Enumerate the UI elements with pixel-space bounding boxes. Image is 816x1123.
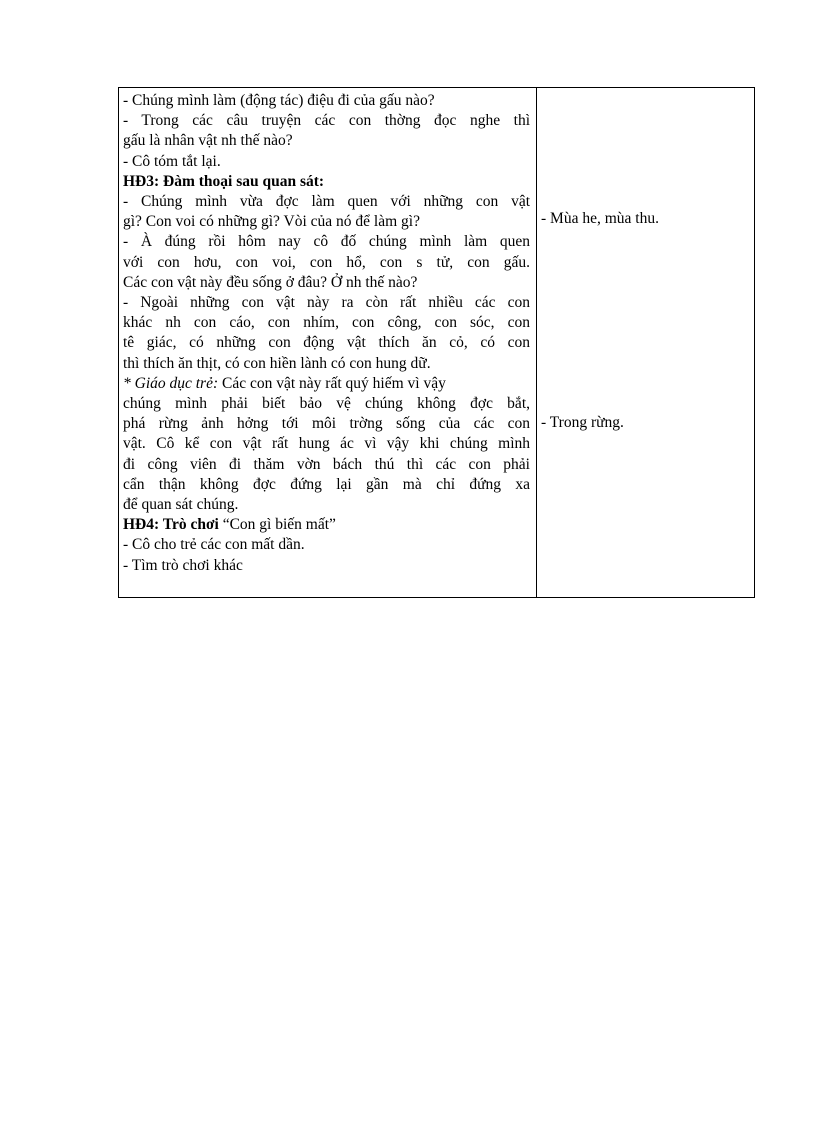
text-line: cẩn thận không đợc đứng lại gần mà chỉ đứng xa bbox=[123, 475, 530, 493]
answer-season: - Mùa he, mùa thu. bbox=[541, 210, 659, 227]
text-line: gấu là nhân vật nh thế nào? bbox=[123, 132, 293, 150]
teacher-activities-content bbox=[119, 88, 536, 576]
text-line: - À đúng rồi hôm nay cô đố chúng mình làm quen bbox=[123, 233, 530, 251]
education-label: * Giáo dục trẻ: bbox=[123, 374, 219, 392]
game-name: “Con gì biến mất” bbox=[218, 516, 336, 534]
text-line: đi công viên đi thăm vờn bách thú thì các con phải bbox=[123, 455, 530, 473]
text-line: chúng mình phải biết bảo vệ chúng không đợc bắt, bbox=[123, 395, 530, 413]
hd4-heading-line bbox=[123, 515, 530, 535]
text-line: - Trong các câu truyện các con thờng đọc nghe thì bbox=[123, 112, 530, 130]
text-line: vật. Cô kể con vật rất hung ác vì vậy khi chúng mình bbox=[123, 435, 530, 453]
text-line: - Tìm trò chơi khác bbox=[123, 556, 243, 574]
text-line: phá rừng ảnh hởng tới môi trờng sống của các con bbox=[123, 415, 530, 433]
text-line: thì thích ăn thịt, có con hiền lành có con hung dữ. bbox=[123, 354, 431, 372]
text-line: - Ngoài những con vật này ra còn rất nhiều các con bbox=[123, 294, 530, 312]
education-text: Các con vật này rất quý hiếm vì vậy bbox=[218, 374, 446, 392]
text-line: tê giác, có những con động vật thích ăn cỏ, có con bbox=[123, 334, 530, 352]
text-line: gì? Con voi có những gì? Vòi của nó để làm gì? bbox=[123, 213, 420, 231]
lesson-plan-table bbox=[118, 87, 755, 598]
education-paragraph-first-line bbox=[123, 374, 530, 394]
child-responses-cell bbox=[537, 88, 755, 598]
text-line: - Cô tóm tắt lại. bbox=[123, 152, 221, 170]
hd4-heading: HĐ4: Trò chơi bbox=[123, 516, 219, 534]
text-line: khác nh con cáo, con nhím, con công, con sóc, con bbox=[123, 314, 530, 332]
text-line: - Chúng mình làm (động tác) điệu đi của gấu nào? bbox=[123, 92, 435, 109]
teacher-activities-cell bbox=[119, 88, 537, 598]
text-line: - Cô cho trẻ các con mất dần. bbox=[123, 536, 305, 554]
text-line: với con hơu, con voi, con hổ, con s tử, con gấu. bbox=[123, 253, 530, 271]
text-line: để quan sát chúng. bbox=[123, 496, 239, 514]
answer-habitat: - Trong rừng. bbox=[541, 414, 624, 431]
text-line: - Chúng mình vừa đợc làm quen với những con vật bbox=[123, 193, 530, 211]
hd3-heading: HĐ3: Đàm thoại sau quan sát: bbox=[123, 172, 325, 190]
table-row bbox=[119, 88, 755, 598]
text-line: Các con vật này đều sống ở đâu? Ở nh thế nào? bbox=[123, 273, 418, 291]
